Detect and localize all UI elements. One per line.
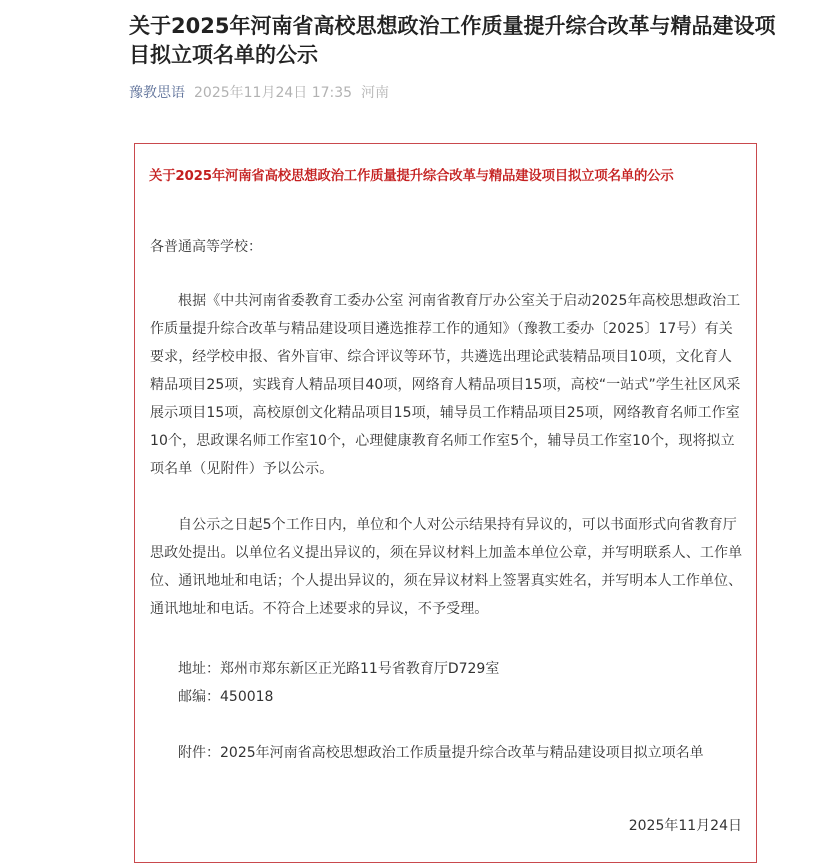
- publish-location: 河南: [361, 85, 390, 101]
- publish-time: 2025年11月24日 17:35: [194, 85, 353, 101]
- attachment-line: 附件：2025年河南省高校思想政治工作质量提升综合改革与精品建设项目拟立项名单: [178, 745, 704, 761]
- contact-zipcode: 邮编：450018: [178, 689, 274, 705]
- account-name-link[interactable]: 豫教思语: [129, 85, 185, 101]
- notice-box: [134, 143, 757, 863]
- salutation: 各普通高等学校：: [150, 239, 262, 255]
- notice-paragraph-1: 根据《中共河南省委教育工委办公室 河南省教育厅办公室关于启动2025年高校思想政治工作质量提升综合改革与精品建设项目遴选推荐工作的通知》（豫教工委办〔2025〕17号）有关要求，经学校申报、省外盲审、综合评议等环节，共遴选出理论武装精品项目10项，文化育人精品项目25项，实践育人精品项目40项，网络育人精品项目15项，高校“一站式”学生社区风采展示项目15项，高校原创文化精品项目15项，辅导员工作精品项目25项，网络教育名师工作室10个，思政课名师工作室10个，心理健康教育名师工作室5个，辅导员工作室10个，现将拟立项名单（见附件）予以公示。: [150, 293, 741, 477]
- notice-title: 关于2025年河南省高校思想政治工作质量提升综合改革与精品建设项目拟立项名单的公示: [149, 169, 674, 184]
- notice-date: 2025年11月24日: [628, 818, 742, 834]
- notice-paragraph-2: 自公示之日起5个工作日内，单位和个人对公示结果持有异议的，可以书面形式向省教育厅思政处提出。以单位名义提出异议的，须在异议材料上加盖本单位公章，并写明联系人、工作单位、通讯地址和电话；个人提出异议的，须在异议材料上签署真实姓名，并写明本人工作单位、通讯地址和电话。不符合上述要求的异议，不予受理。: [150, 517, 743, 617]
- article-title: 关于2025年河南省高校思想政治工作质量提升综合改革与精品建设项目拟立项名单的公示: [129, 14, 776, 67]
- contact-address: 地址：郑州市郑东新区正光路11号省教育厅D729室: [178, 661, 500, 677]
- article-meta: [129, 84, 389, 102]
